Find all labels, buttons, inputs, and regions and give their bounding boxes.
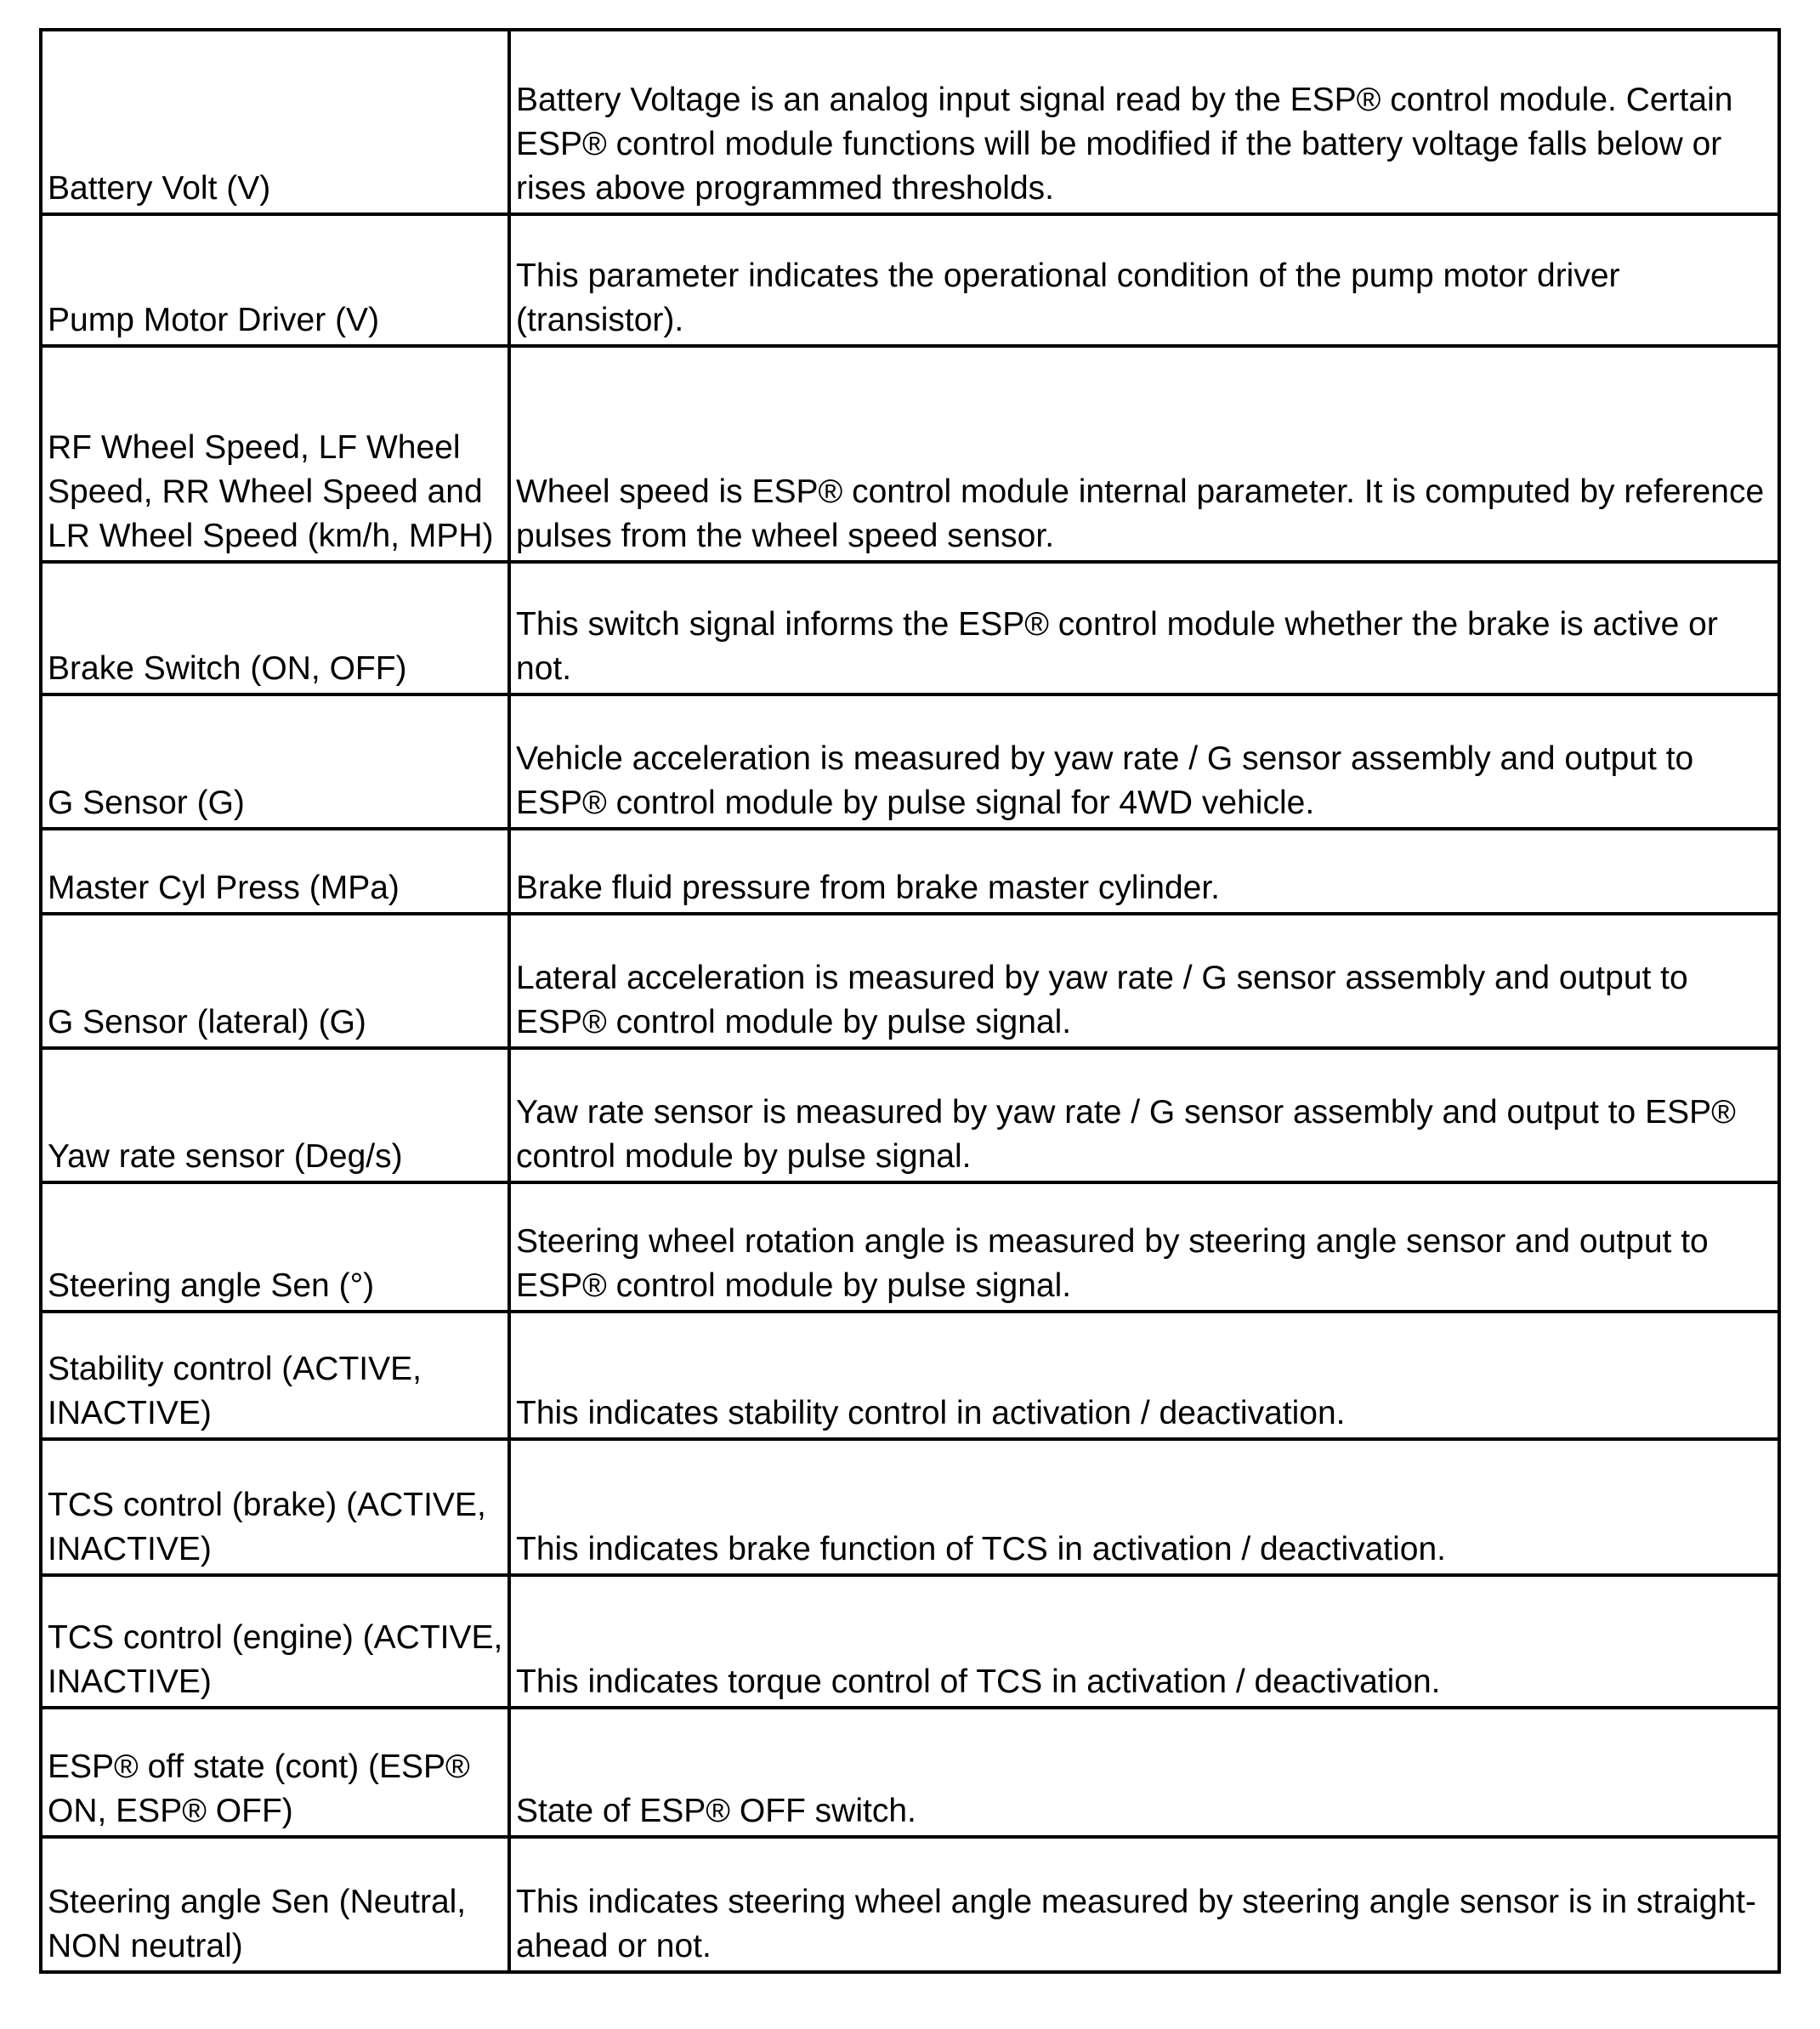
parameter-cell: G Sensor (lateral) (G)	[41, 914, 509, 1048]
description-cell: This indicates brake function of TCS in activation / deactivation.	[509, 1439, 1779, 1575]
parameter-cell: TCS control (brake) (ACTIVE, INACTIVE)	[41, 1439, 509, 1575]
parameter-cell: Brake Switch (ON, OFF)	[41, 562, 509, 694]
parameter-cell: Pump Motor Driver (V)	[41, 214, 509, 346]
parameter-cell: Steering angle Sen (Neutral, NON neutral)	[41, 1837, 509, 1972]
table-row	[41, 562, 1779, 694]
table-row	[41, 1575, 1779, 1708]
description-cell: Steering wheel rotation angle is measured by steering angle sensor and output to ESP® control module by pulse signal.	[509, 1182, 1779, 1312]
parameter-cell: Yaw rate sensor (Deg/s)	[41, 1048, 509, 1182]
parameter-cell: G Sensor (G)	[41, 694, 509, 829]
description-cell: Brake fluid pressure from brake master cylinder.	[509, 829, 1779, 914]
description-cell: This indicates torque control of TCS in activation / deactivation.	[509, 1575, 1779, 1708]
table-row	[41, 914, 1779, 1048]
table-row	[41, 1708, 1779, 1837]
description-cell: This switch signal informs the ESP® control module whether the brake is active or not.	[509, 562, 1779, 694]
table-row	[41, 694, 1779, 829]
table-row	[41, 829, 1779, 914]
description-cell: Yaw rate sensor is measured by yaw rate / G sensor assembly and output to ESP® control module by pulse signal.	[509, 1048, 1779, 1182]
table-row	[41, 1837, 1779, 1972]
description-cell: This indicates stability control in activation / deactivation.	[509, 1312, 1779, 1439]
parameter-cell: RF Wheel Speed, LF Wheel Speed, RR Wheel Speed and LR Wheel Speed (km/h, MPH)	[41, 346, 509, 562]
description-cell: State of ESP® OFF switch.	[509, 1708, 1779, 1837]
parameter-table	[39, 28, 1781, 1974]
description-cell: Vehicle acceleration is measured by yaw rate / G sensor assembly and output to ESP® control module by pulse signal for 4WD vehicle.	[509, 694, 1779, 829]
parameter-cell: Stability control (ACTIVE, INACTIVE)	[41, 1312, 509, 1439]
parameter-cell: Master Cyl Press (MPa)	[41, 829, 509, 914]
parameter-cell: Steering angle Sen (°)	[41, 1182, 509, 1312]
table-row	[41, 346, 1779, 562]
parameter-cell: ESP® off state (cont) (ESP® ON, ESP® OFF)	[41, 1708, 509, 1837]
description-cell: This parameter indicates the operational condition of the pump motor driver (transistor).	[509, 214, 1779, 346]
description-cell: This indicates steering wheel angle measured by steering angle sensor is in straight-ahead or not.	[509, 1837, 1779, 1972]
parameter-cell: Battery Volt (V)	[41, 30, 509, 214]
parameter-cell: TCS control (engine) (ACTIVE, INACTIVE)	[41, 1575, 509, 1708]
table-row	[41, 1312, 1779, 1439]
description-cell: Battery Voltage is an analog input signal read by the ESP® control module. Certain ESP® control module functions will be modified if the battery voltage falls below or rises above programmed thresholds.	[509, 30, 1779, 214]
table-row	[41, 214, 1779, 346]
table-row	[41, 1048, 1779, 1182]
description-cell: Wheel speed is ESP® control module internal parameter. It is computed by reference pulses from the wheel speed sensor.	[509, 346, 1779, 562]
description-cell: Lateral acceleration is measured by yaw rate / G sensor assembly and output to ESP® control module by pulse signal.	[509, 914, 1779, 1048]
table-row	[41, 30, 1779, 214]
table-row	[41, 1439, 1779, 1575]
table-row	[41, 1182, 1779, 1312]
